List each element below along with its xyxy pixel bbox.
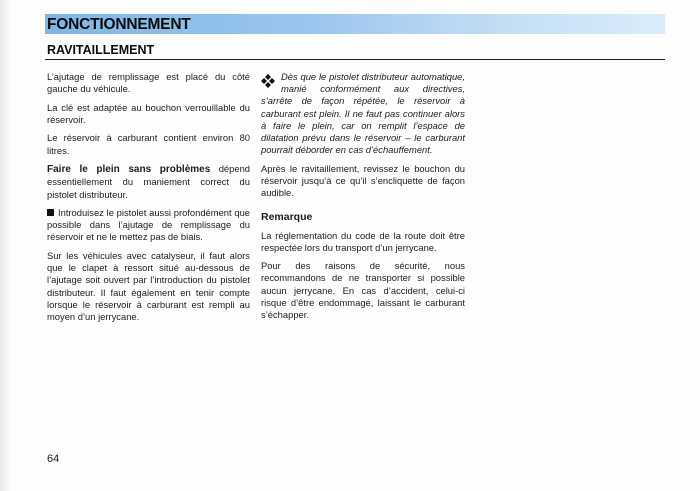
paragraph-refuel-tips: [47, 163, 250, 201]
remark-heading: Remarque: [261, 211, 313, 224]
header-rule: [45, 59, 665, 60]
paragraph-cap-tighten: Après le ravitaillement, revissez le bouchon du réservoir jusqu’à ce qu’il s’encliquette de façon audible.: [261, 162, 465, 199]
warning-text: Dès que le pistolet distributeur automatique, manié conformément aux directives, s’arrête de façon répétée, le réservoir à carburant est plein. Il ne faut pas continuer alors à faire le plein, car on remplit l’espace de dilatation prévu dans le réservoir – le carburant pourrait déborder en cas d’échauffement.: [261, 71, 465, 156]
refuel-tips-lead: Faire le plein sans problèmes: [47, 164, 211, 176]
paragraph-remark-safety: Pour des raisons de sécurité, nous recommandons de ne transporter si possible aucun jerrycane. En cas d’accident, celui-ci risque d’être endommagé, laissant le carburant s’échapper.: [261, 260, 465, 321]
diamond-cluster-icon: [261, 74, 275, 88]
paragraph-remark-regulation: La réglementation du code de la route doit être respectée lors du transport d’un jerrycane.: [261, 229, 465, 253]
paragraph-catalyst: Sur les véhicules avec catalyseur, il faut alors que le clapet à ressort situé au-dessous de l’ajutage soit ouvert par l’introduction du pistolet distributeur. Il faut également en tenir compte lorsque le réservoir à carburant est rempli au moyen d’un jerrycane.: [47, 249, 250, 322]
refuel-tips-rest: dépend essentiellement du maniement correct du pistolet distributeur.: [47, 163, 250, 200]
warning-note: [261, 71, 465, 156]
section-title: FONCTIONNEMENT: [47, 16, 191, 33]
page-number: 64: [47, 453, 60, 465]
page-binding-edge: [0, 0, 10, 491]
paragraph-filler-location: L’ajutage de remplissage est placé du côté gauche du véhicule.: [47, 71, 250, 95]
left-column: [47, 71, 250, 329]
right-column: [261, 71, 465, 328]
insert-nozzle-text: Introduisez le pistolet aussi profondément que possible dans l’ajutage de remplissage du réservoir et ne le mettez pas de biais.: [47, 207, 250, 243]
paragraph-key: La clé est adaptée au bouchon verrouillable du réservoir.: [47, 101, 250, 125]
paragraph-capacity: Le réservoir à carburant contient environ 80 litres.: [47, 132, 250, 156]
page-subtitle: RAVITAILLEMENT: [47, 43, 155, 57]
square-bullet-icon: [47, 209, 54, 216]
paragraph-insert-nozzle: [47, 207, 250, 244]
